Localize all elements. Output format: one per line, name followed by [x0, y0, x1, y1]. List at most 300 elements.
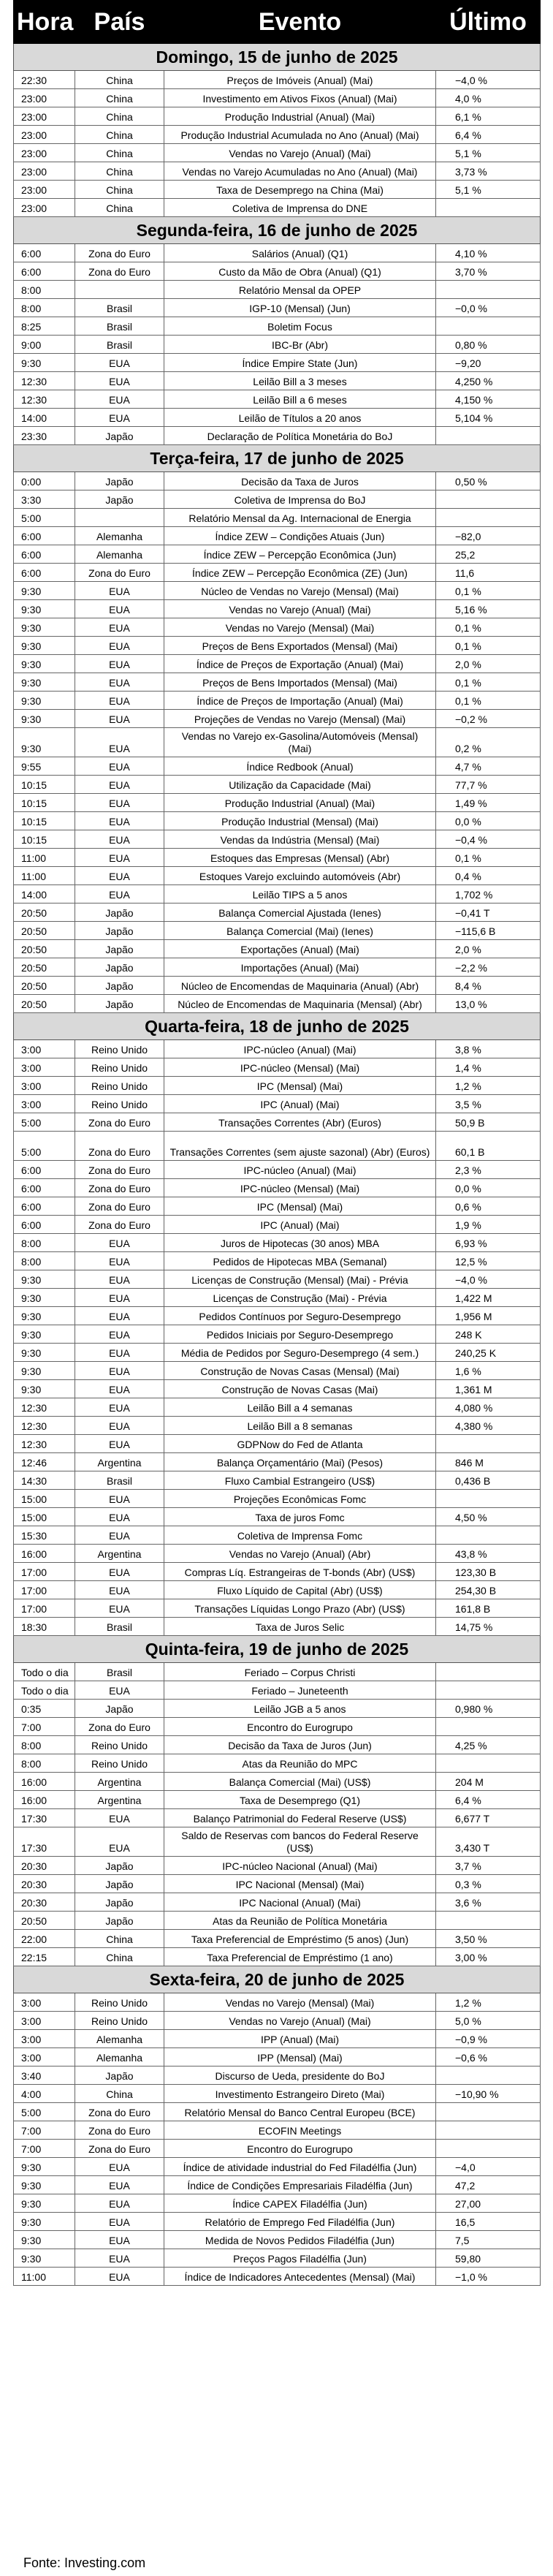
table-row: [14, 1161, 541, 1179]
country-cell: Alemanha: [75, 2048, 164, 2067]
table-row: [14, 1132, 541, 1161]
time-cell: 9:30: [14, 2213, 75, 2231]
event-cell: Transações Correntes (sem ajuste sazonal) (Abr) (Euros): [164, 1132, 436, 1161]
table-row: [14, 490, 541, 509]
event-cell: Relatório Mensal da Ag. Internacional de Energia: [164, 509, 436, 527]
value-cell: [436, 490, 541, 509]
value-cell: [436, 2067, 541, 2085]
table-row: [14, 1471, 541, 1490]
value-cell: 7,5: [436, 2231, 541, 2249]
value-cell: 3,6 %: [436, 1893, 541, 1912]
table-row: [14, 71, 541, 89]
table-row: [14, 995, 541, 1013]
event-cell: Preços de Bens Importados (Mensal) (Mai): [164, 673, 436, 692]
event-cell: Investimento em Ativos Fixos (Anual) (Mai): [164, 89, 436, 107]
country-cell: EUA: [75, 1526, 164, 1545]
time-cell: 14:00: [14, 885, 75, 904]
value-cell: 0,0 %: [436, 1179, 541, 1197]
event-cell: IPC-núcleo Nacional (Anual) (Mai): [164, 1857, 436, 1875]
country-cell: Argentina: [75, 1773, 164, 1791]
event-cell: IPC-núcleo (Anual) (Mai): [164, 1161, 436, 1179]
country-cell: Reino Unido: [75, 1095, 164, 1113]
time-cell: 8:25: [14, 317, 75, 336]
time-cell: 4:00: [14, 2085, 75, 2103]
country-cell: EUA: [75, 390, 164, 409]
time-cell: 16:00: [14, 1545, 75, 1563]
country-cell: EUA: [75, 794, 164, 812]
country-cell: EUA: [75, 1435, 164, 1453]
table-row: [14, 582, 541, 600]
country-cell: Zona do Euro: [75, 1718, 164, 1736]
day-title: Sexta-feira, 20 de junho de 2025: [14, 1966, 541, 1993]
value-cell: [436, 317, 541, 336]
table-row: [14, 390, 541, 409]
event-cell: IPC Nacional (Mensal) (Mai): [164, 1875, 436, 1893]
table-row: [14, 776, 541, 794]
time-cell: 10:15: [14, 830, 75, 849]
time-cell: 8:00: [14, 1754, 75, 1773]
time-cell: 11:00: [14, 849, 75, 867]
value-cell: [436, 1435, 541, 1453]
event-cell: Taxa de Desemprego (Q1): [164, 1791, 436, 1809]
country-cell: EUA: [75, 2249, 164, 2268]
value-cell: 3,430 T: [436, 1827, 541, 1857]
table-row: [14, 2249, 541, 2268]
country-cell: Brasil: [75, 1471, 164, 1490]
country-cell: Zona do Euro: [75, 564, 164, 582]
table-row: [14, 1453, 541, 1471]
table-row: [14, 527, 541, 545]
value-cell: 0,1 %: [436, 582, 541, 600]
event-cell: IPC-núcleo (Mensal) (Mai): [164, 1058, 436, 1077]
event-cell: Índice de Preços de Exportação (Anual) (Mai): [164, 655, 436, 673]
value-cell: 77,7 %: [436, 776, 541, 794]
time-cell: 6:00: [14, 244, 75, 262]
table-row: [14, 728, 541, 757]
time-cell: 23:00: [14, 107, 75, 126]
value-cell: 4,10 %: [436, 244, 541, 262]
event-cell: Relatório Mensal do Banco Central Europeu (BCE): [164, 2103, 436, 2121]
event-cell: Pedidos de Hipotecas MBA (Semanal): [164, 1252, 436, 1270]
event-cell: Produção Industrial (Mensal) (Mai): [164, 812, 436, 830]
event-cell: Vendas no Varejo (Anual) (Abr): [164, 1545, 436, 1563]
time-cell: 7:00: [14, 2121, 75, 2140]
table-row: [14, 2085, 541, 2103]
country-cell: EUA: [75, 728, 164, 757]
time-cell: 12:30: [14, 1417, 75, 1435]
value-cell: 0,1 %: [436, 673, 541, 692]
event-cell: Índice ZEW – Percepção Econômica (ZE) (Jun): [164, 564, 436, 582]
value-cell: [436, 1912, 541, 1930]
value-cell: 5,104 %: [436, 409, 541, 427]
country-cell: China: [75, 144, 164, 162]
country-cell: Japão: [75, 1857, 164, 1875]
time-cell: 20:50: [14, 995, 75, 1013]
event-cell: Vendas no Varejo ex-Gasolina/Automóveis (Mensal) (Mai): [164, 728, 436, 757]
time-cell: 15:00: [14, 1508, 75, 1526]
value-cell: −10,90 %: [436, 2085, 541, 2103]
country-cell: Japão: [75, 922, 164, 940]
day-title: Segunda-feira, 16 de junho de 2025: [14, 217, 541, 244]
table-row: [14, 655, 541, 673]
event-cell: IPC Nacional (Anual) (Mai): [164, 1893, 436, 1912]
value-cell: 240,25 K: [436, 1344, 541, 1362]
country-cell: EUA: [75, 582, 164, 600]
value-cell: 4,0 %: [436, 89, 541, 107]
country-cell: Japão: [75, 427, 164, 445]
table-row: [14, 794, 541, 812]
value-cell: 254,30 B: [436, 1581, 541, 1599]
country-cell: EUA: [75, 1398, 164, 1417]
country-cell: China: [75, 89, 164, 107]
table-row: [14, 1058, 541, 1077]
event-cell: Índice ZEW – Percepção Econômica (Jun): [164, 545, 436, 564]
country-cell: Zona do Euro: [75, 1216, 164, 1234]
table-row: [14, 618, 541, 637]
table-row: [14, 637, 541, 655]
country-cell: EUA: [75, 1289, 164, 1307]
country-cell: EUA: [75, 1307, 164, 1325]
event-cell: Projeções de Vendas no Varejo (Mensal) (Mai): [164, 710, 436, 728]
country-cell: Alemanha: [75, 527, 164, 545]
time-cell: 8:00: [14, 1736, 75, 1754]
event-cell: IPC (Mensal) (Mai): [164, 1197, 436, 1216]
table-row: [14, 1893, 541, 1912]
table-row: [14, 692, 541, 710]
table-row: [14, 2158, 541, 2176]
table-row: [14, 1948, 541, 1966]
table-row: [14, 1912, 541, 1930]
table-row: [14, 1362, 541, 1380]
value-cell: −2,2 %: [436, 958, 541, 977]
event-cell: GDPNow do Fed de Atlanta: [164, 1435, 436, 1453]
time-cell: 9:30: [14, 2194, 75, 2213]
country-cell: EUA: [75, 409, 164, 427]
country-cell: Argentina: [75, 1453, 164, 1471]
table-row: [14, 107, 541, 126]
event-cell: Projeções Econômicas Fomc: [164, 1490, 436, 1508]
table-row: [14, 509, 541, 527]
time-cell: 3:00: [14, 1077, 75, 1095]
event-cell: Juros de Hipotecas (30 anos) MBA: [164, 1234, 436, 1252]
event-cell: Índice Empire State (Jun): [164, 354, 436, 372]
event-cell: Taxa Preferencial de Empréstimo (1 ano): [164, 1948, 436, 1966]
event-cell: Preços de Imóveis (Anual) (Mai): [164, 71, 436, 89]
event-cell: Leilão Bill a 6 meses: [164, 390, 436, 409]
country-cell: EUA: [75, 2158, 164, 2176]
value-cell: 43,8 %: [436, 1545, 541, 1563]
event-cell: Produção Industrial Acumulada no Ano (Anual) (Mai): [164, 126, 436, 144]
event-cell: Vendas no Varejo (Anual) (Mai): [164, 144, 436, 162]
country-cell: EUA: [75, 1270, 164, 1289]
time-cell: 3:40: [14, 2067, 75, 2085]
time-cell: 10:15: [14, 812, 75, 830]
country-cell: Japão: [75, 2067, 164, 2085]
value-cell: −0,0 %: [436, 299, 541, 317]
table-row: [14, 1325, 541, 1344]
country-cell: Alemanha: [75, 545, 164, 564]
header-country: País: [75, 1, 164, 44]
country-cell: EUA: [75, 2194, 164, 2213]
country-cell: EUA: [75, 776, 164, 794]
time-cell: 20:50: [14, 977, 75, 995]
value-cell: [436, 1754, 541, 1773]
value-cell: 5,0 %: [436, 2012, 541, 2030]
country-cell: China: [75, 181, 164, 199]
event-cell: Índice ZEW – Condições Atuais (Jun): [164, 527, 436, 545]
header-time: Hora: [14, 1, 75, 44]
table-row: [14, 1095, 541, 1113]
value-cell: 2,3 %: [436, 1161, 541, 1179]
country-cell: EUA: [75, 1827, 164, 1857]
value-cell: 25,2: [436, 545, 541, 564]
day-header: [14, 1966, 541, 1993]
time-cell: 6:00: [14, 262, 75, 281]
event-cell: Pedidos Iniciais por Seguro-Desemprego: [164, 1325, 436, 1344]
day-title: Quarta-feira, 18 de junho de 2025: [14, 1013, 541, 1040]
event-cell: Balanço Patrimonial do Federal Reserve (US$): [164, 1809, 436, 1827]
country-cell: China: [75, 1948, 164, 1966]
country-cell: Argentina: [75, 1791, 164, 1809]
value-cell: [436, 1718, 541, 1736]
country-cell: EUA: [75, 354, 164, 372]
country-cell: EUA: [75, 2213, 164, 2231]
table-row: [14, 2012, 541, 2030]
value-cell: [436, 199, 541, 217]
time-cell: 23:30: [14, 427, 75, 445]
table-row: [14, 2121, 541, 2140]
time-cell: 14:30: [14, 1471, 75, 1490]
value-cell: −9,20: [436, 354, 541, 372]
time-cell: 23:00: [14, 89, 75, 107]
table-row: [14, 1040, 541, 1058]
value-cell: 12,5 %: [436, 1252, 541, 1270]
time-cell: 11:00: [14, 867, 75, 885]
event-cell: IGP-10 (Mensal) (Jun): [164, 299, 436, 317]
value-cell: 1,956 M: [436, 1307, 541, 1325]
table-row: [14, 1754, 541, 1773]
value-cell: 1,702 %: [436, 885, 541, 904]
country-cell: Japão: [75, 1875, 164, 1893]
value-cell: −0,9 %: [436, 2030, 541, 2048]
value-cell: −0,4 %: [436, 830, 541, 849]
table-row: [14, 1718, 541, 1736]
table-row: [14, 1380, 541, 1398]
time-cell: 23:00: [14, 199, 75, 217]
time-cell: 18:30: [14, 1618, 75, 1636]
value-cell: 0,6 %: [436, 1197, 541, 1216]
table-row: [14, 1234, 541, 1252]
event-cell: Encontro do Eurogrupo: [164, 2140, 436, 2158]
country-cell: Reino Unido: [75, 1993, 164, 2012]
time-cell: 10:15: [14, 776, 75, 794]
value-cell: 0,1 %: [436, 637, 541, 655]
country-cell: Reino Unido: [75, 2012, 164, 2030]
table-row: [14, 1398, 541, 1417]
value-cell: 4,080 %: [436, 1398, 541, 1417]
country-cell: Japão: [75, 1700, 164, 1718]
country-cell: Reino Unido: [75, 1736, 164, 1754]
event-cell: Pedidos Contínuos por Seguro-Desemprego: [164, 1307, 436, 1325]
country-cell: Zona do Euro: [75, 2121, 164, 2140]
value-cell: [436, 1681, 541, 1700]
table-row: [14, 673, 541, 692]
value-cell: −4,0 %: [436, 71, 541, 89]
event-cell: Vendas no Varejo (Mensal) (Mai): [164, 618, 436, 637]
table-row: [14, 199, 541, 217]
table-row: [14, 922, 541, 940]
event-cell: Estoques Varejo excluindo automóveis (Abr): [164, 867, 436, 885]
country-cell: EUA: [75, 1380, 164, 1398]
time-cell: 23:00: [14, 144, 75, 162]
value-cell: 1,49 %: [436, 794, 541, 812]
event-cell: Atas da Reunião do MPC: [164, 1754, 436, 1773]
country-cell: Zona do Euro: [75, 1179, 164, 1197]
value-cell: 4,150 %: [436, 390, 541, 409]
table-row: [14, 1791, 541, 1809]
event-cell: Coletiva de Imprensa do DNE: [164, 199, 436, 217]
table-body: [14, 44, 541, 2286]
country-cell: EUA: [75, 1490, 164, 1508]
time-cell: 22:00: [14, 1930, 75, 1948]
time-cell: 9:30: [14, 655, 75, 673]
value-cell: 3,70 %: [436, 262, 541, 281]
time-cell: 20:50: [14, 922, 75, 940]
event-cell: Vendas no Varejo (Anual) (Mai): [164, 2012, 436, 2030]
value-cell: 248 K: [436, 1325, 541, 1344]
country-cell: China: [75, 107, 164, 126]
country-cell: EUA: [75, 830, 164, 849]
event-cell: Preços Pagos Filadélfia (Jun): [164, 2249, 436, 2268]
table-row: [14, 2231, 541, 2249]
event-cell: Fluxo Líquido de Capital (Abr) (US$): [164, 1581, 436, 1599]
event-cell: Taxa de Desemprego na China (Mai): [164, 181, 436, 199]
country-cell: EUA: [75, 372, 164, 390]
country-cell: Zona do Euro: [75, 1113, 164, 1132]
table-row: [14, 904, 541, 922]
value-cell: 6,4 %: [436, 1791, 541, 1809]
value-cell: [436, 2121, 541, 2140]
event-cell: Decisão da Taxa de Juros: [164, 472, 436, 490]
value-cell: [436, 281, 541, 299]
value-cell: 0,0 %: [436, 812, 541, 830]
value-cell: 5,16 %: [436, 600, 541, 618]
value-cell: 1,2 %: [436, 1993, 541, 2012]
event-cell: Exportações (Anual) (Mai): [164, 940, 436, 958]
event-cell: Saldo de Reservas com bancos do Federal Reserve (US$): [164, 1827, 436, 1857]
time-cell: 9:30: [14, 354, 75, 372]
time-cell: 23:00: [14, 126, 75, 144]
day-title: Domingo, 15 de junho de 2025: [14, 44, 541, 71]
country-cell: China: [75, 199, 164, 217]
value-cell: 1,361 M: [436, 1380, 541, 1398]
table-row: [14, 1289, 541, 1307]
value-cell: −0,41 T: [436, 904, 541, 922]
value-cell: 0,1 %: [436, 692, 541, 710]
value-cell: 123,30 B: [436, 1563, 541, 1581]
event-cell: Leilão Bill a 8 semanas: [164, 1417, 436, 1435]
table-row: [14, 2194, 541, 2213]
event-cell: IPP (Anual) (Mai): [164, 2030, 436, 2048]
time-cell: 9:30: [14, 600, 75, 618]
event-cell: Utilização da Capacidade (Mai): [164, 776, 436, 794]
value-cell: 50,9 B: [436, 1113, 541, 1132]
time-cell: 3:00: [14, 1040, 75, 1058]
table-row: [14, 299, 541, 317]
value-cell: −0,2 %: [436, 710, 541, 728]
event-cell: Índice Redbook (Anual): [164, 757, 436, 776]
table-row: [14, 1197, 541, 1216]
country-cell: Japão: [75, 1893, 164, 1912]
header-last: Último: [436, 1, 541, 44]
value-cell: 8,4 %: [436, 977, 541, 995]
table-row: [14, 867, 541, 885]
event-cell: Leilão TIPS a 5 anos: [164, 885, 436, 904]
event-cell: Produção Industrial (Anual) (Mai): [164, 107, 436, 126]
table-row: [14, 1857, 541, 1875]
time-cell: 9:30: [14, 2231, 75, 2249]
country-cell: EUA: [75, 2231, 164, 2249]
time-cell: 20:30: [14, 1857, 75, 1875]
country-cell: EUA: [75, 1599, 164, 1618]
country-cell: EUA: [75, 1809, 164, 1827]
event-cell: Declaração de Política Monetária do BoJ: [164, 427, 436, 445]
table-row: [14, 600, 541, 618]
time-cell: 3:00: [14, 2012, 75, 2030]
country-cell: EUA: [75, 1344, 164, 1362]
event-cell: Vendas no Varejo Acumuladas no Ano (Anual) (Mai): [164, 162, 436, 181]
table-row: [14, 545, 541, 564]
time-cell: 9:30: [14, 618, 75, 637]
event-cell: Transações Líquidas Longo Prazo (Abr) (US$): [164, 1599, 436, 1618]
country-cell: EUA: [75, 655, 164, 673]
country-cell: EUA: [75, 1325, 164, 1344]
table-row: [14, 2268, 541, 2286]
value-cell: 0,436 B: [436, 1471, 541, 1490]
time-cell: 6:00: [14, 527, 75, 545]
country-cell: Zona do Euro: [75, 1161, 164, 1179]
country-cell: Brasil: [75, 1618, 164, 1636]
value-cell: 4,380 %: [436, 1417, 541, 1435]
time-cell: 9:30: [14, 1380, 75, 1398]
table-row: [14, 1508, 541, 1526]
table-row: [14, 2103, 541, 2121]
event-cell: Licenças de Construção (Mensal) (Mai) - Prévia: [164, 1270, 436, 1289]
time-cell: 9:55: [14, 757, 75, 776]
value-cell: 204 M: [436, 1773, 541, 1791]
table-row: [14, 1252, 541, 1270]
time-cell: 6:00: [14, 1179, 75, 1197]
value-cell: 14,75 %: [436, 1618, 541, 1636]
country-cell: China: [75, 1930, 164, 1948]
table-row: [14, 336, 541, 354]
country-cell: Reino Unido: [75, 1040, 164, 1058]
country-cell: Japão: [75, 1912, 164, 1930]
day-header: [14, 1013, 541, 1040]
time-cell: 9:00: [14, 336, 75, 354]
time-cell: 16:00: [14, 1791, 75, 1809]
event-cell: IPP (Mensal) (Mai): [164, 2048, 436, 2067]
table-row: [14, 181, 541, 199]
table-row: [14, 940, 541, 958]
event-cell: Salários (Anual) (Q1): [164, 244, 436, 262]
country-cell: EUA: [75, 812, 164, 830]
value-cell: 0,1 %: [436, 849, 541, 867]
country-cell: Japão: [75, 490, 164, 509]
table-row: [14, 1113, 541, 1132]
table-row: [14, 2067, 541, 2085]
country-cell: Brasil: [75, 299, 164, 317]
